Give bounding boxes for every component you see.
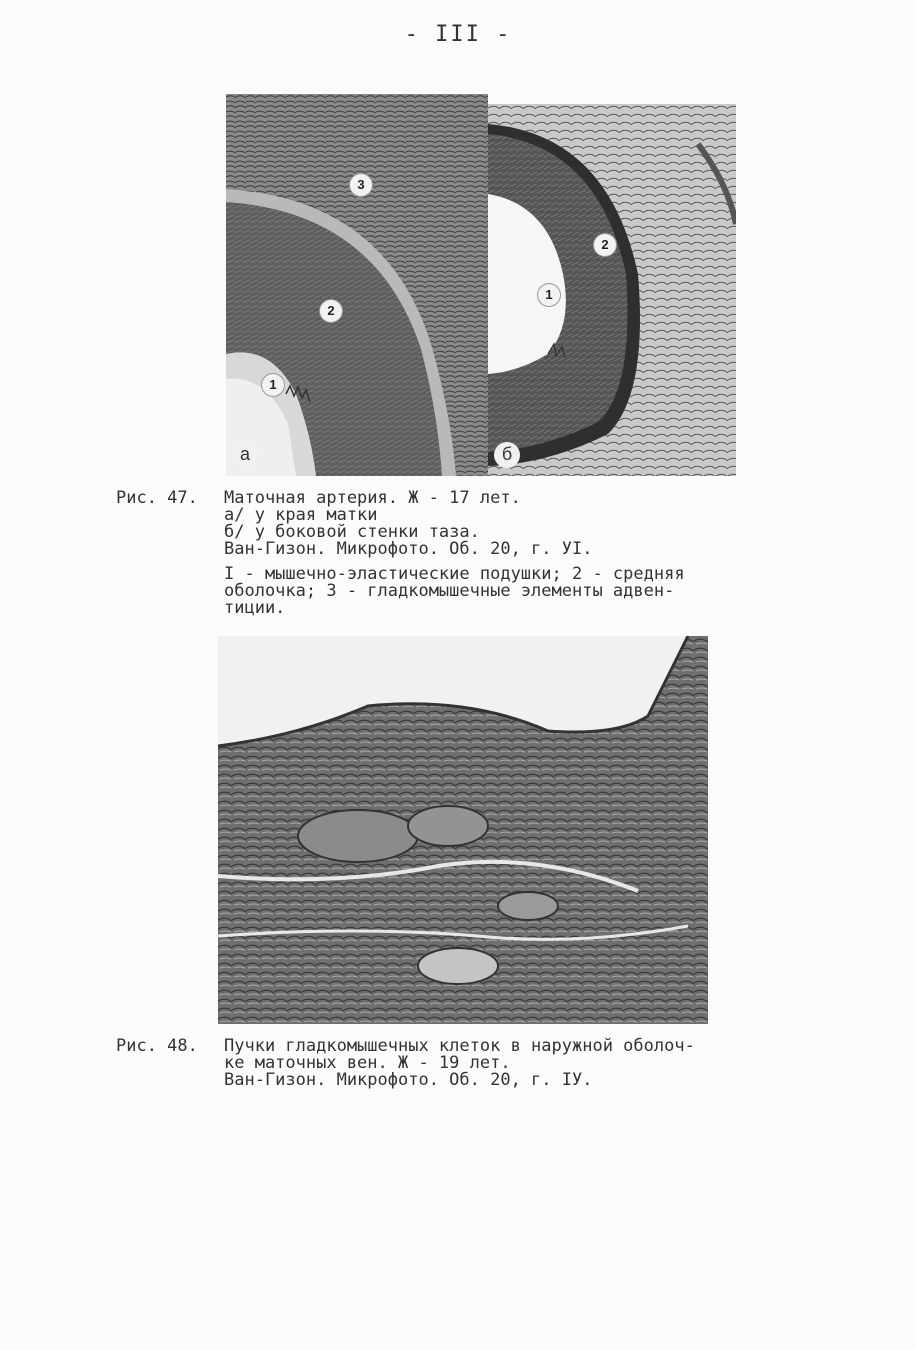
marker-1: 1 — [538, 284, 560, 306]
marker-1: 1 — [262, 374, 284, 396]
figure-47-caption — [116, 490, 816, 630]
caption-line: оболочка; 3 - гладкомышечные элементы адвен- — [224, 581, 675, 601]
caption-label: Рис. 47. — [116, 488, 198, 508]
caption-line: Маточная артерия. Ж - 17 лет. — [224, 488, 521, 508]
marker-2: 2 — [320, 300, 342, 322]
caption-line: а/ у края матки — [224, 505, 378, 525]
caption-line: Ван-Гизон. Микрофото. Об. 20, г. IУ. — [224, 1070, 593, 1090]
figure-48-micrograph — [218, 636, 708, 1024]
caption-line: б/ у боковой стенки таза. — [224, 522, 480, 542]
caption-line: ке маточных вен. Ж - 19 лет. — [224, 1053, 511, 1073]
caption-line: тиции. — [224, 598, 286, 618]
caption-line: Пучки гладкомышечных клеток в наружной оболоч- — [224, 1036, 695, 1056]
caption-line: I - мышечно-эластические подушки; 2 - средняя — [224, 564, 685, 584]
caption-label: Рис. 48. — [116, 1036, 198, 1056]
figure-47a-micrograph — [226, 94, 488, 476]
panel-letter-a: а — [232, 442, 258, 468]
figure-48-caption — [116, 1038, 816, 1098]
figure-47b-micrograph — [488, 104, 736, 476]
caption-line: Ван-Гизон. Микрофото. Об. 20, г. УI. — [224, 539, 593, 559]
page-number: - III - — [404, 22, 512, 47]
marker-2: 2 — [594, 234, 616, 256]
marker-3: 3 — [350, 174, 372, 196]
panel-letter-b: б — [494, 442, 520, 468]
